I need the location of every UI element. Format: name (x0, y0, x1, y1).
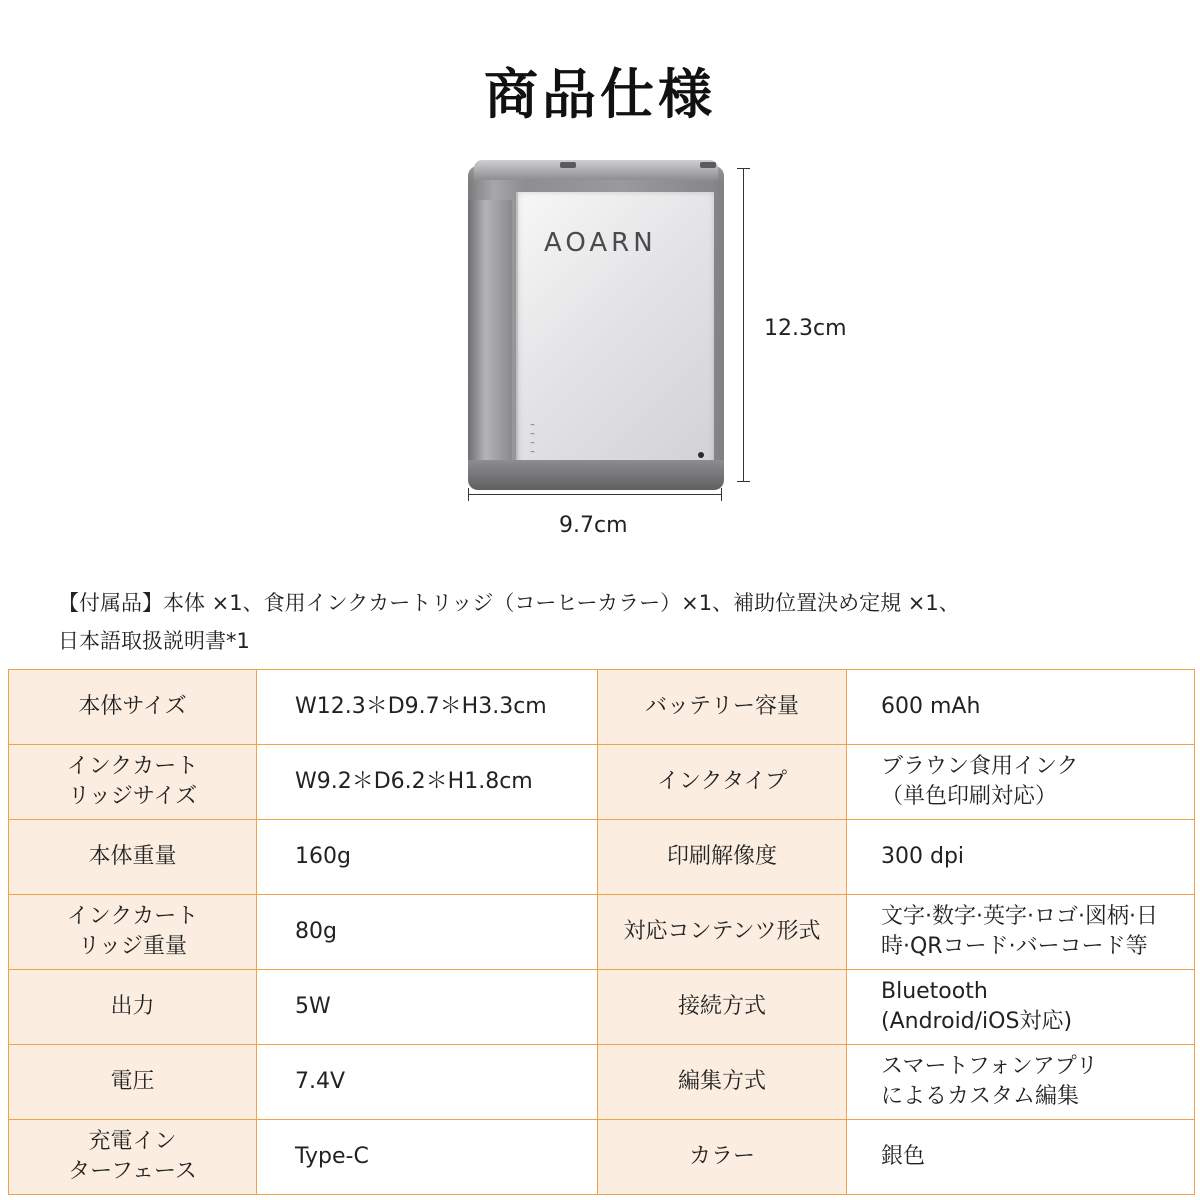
spec-label: インクタイプ (598, 745, 847, 820)
spec-value: Bluetooth (Android/iOS対応) (847, 970, 1195, 1045)
spec-row (9, 820, 1195, 895)
accessories-line: 日本語取扱説明書*1 (58, 629, 250, 653)
spec-value: Type-C (257, 1120, 598, 1195)
spec-label: 印刷解像度 (598, 820, 847, 895)
spec-row (9, 670, 1195, 745)
spec-value: 300 dpi (847, 820, 1195, 895)
device-base (468, 460, 724, 490)
spec-label: 充電イン ターフェース (9, 1120, 257, 1195)
spec-label: 電圧 (9, 1045, 257, 1120)
top-notch (700, 162, 716, 168)
spec-label: 編集方式 (598, 1045, 847, 1120)
spec-value: 160g (257, 820, 598, 895)
spec-row (9, 1045, 1195, 1120)
height-label: 12.3cm (764, 316, 847, 341)
spec-row (9, 745, 1195, 820)
page-title: 商品仕様 (484, 63, 716, 126)
spec-value: 7.4V (257, 1045, 598, 1120)
power-led (698, 452, 704, 458)
spec-label: 対応コンテンツ形式 (598, 895, 847, 970)
spec-row (9, 895, 1195, 970)
spec-label: 接続方式 (598, 970, 847, 1045)
spec-label: 本体サイズ (9, 670, 257, 745)
spec-value: 80g (257, 895, 598, 970)
indicator-dots (530, 424, 538, 460)
spec-label: カラー (598, 1120, 847, 1195)
spec-value: 銀色 (847, 1120, 1195, 1195)
spec-label: バッテリー容量 (598, 670, 847, 745)
spec-value: ブラウン食用インク （単色印刷対応） (847, 745, 1195, 820)
accessories-text (58, 584, 1158, 660)
width-label: 9.7cm (559, 513, 628, 538)
top-notch (560, 162, 576, 168)
width-dimension-line (468, 494, 722, 495)
device-side (468, 200, 512, 468)
spec-label: インクカート リッジ重量 (9, 895, 257, 970)
spec-label: 本体重量 (9, 820, 257, 895)
spec-label: 出力 (9, 970, 257, 1045)
height-dimension-line (743, 168, 744, 482)
brand-logo: AOARN (544, 228, 657, 258)
spec-value: スマートフォンアプリ によるカスタム編集 (847, 1045, 1195, 1120)
spec-value: W9.2＊D6.2＊H1.8cm (257, 745, 598, 820)
spec-label: インクカート リッジサイズ (9, 745, 257, 820)
width-dimension-cap (468, 488, 469, 501)
height-dimension-cap (737, 481, 750, 482)
spec-value: 文字·数字·英字·ロゴ·図柄·日 時·QRコード·バーコード等 (847, 895, 1195, 970)
product-image (468, 160, 724, 490)
spec-value: 600 mAh (847, 670, 1195, 745)
width-dimension-cap (721, 488, 722, 501)
spec-row (9, 1120, 1195, 1195)
device-panel (516, 192, 714, 470)
spec-row (9, 970, 1195, 1045)
height-dimension-cap (737, 168, 750, 169)
spec-table (8, 669, 1195, 1195)
accessories-line: 【付属品】本体 ×1、食用インクカートリッジ（コーヒーカラー）×1、補助位置決め定規 ×1、 (58, 591, 960, 615)
spec-value: W12.3＊D9.7＊H3.3cm (257, 670, 598, 745)
device-top (474, 160, 718, 180)
spec-value: 5W (257, 970, 598, 1045)
